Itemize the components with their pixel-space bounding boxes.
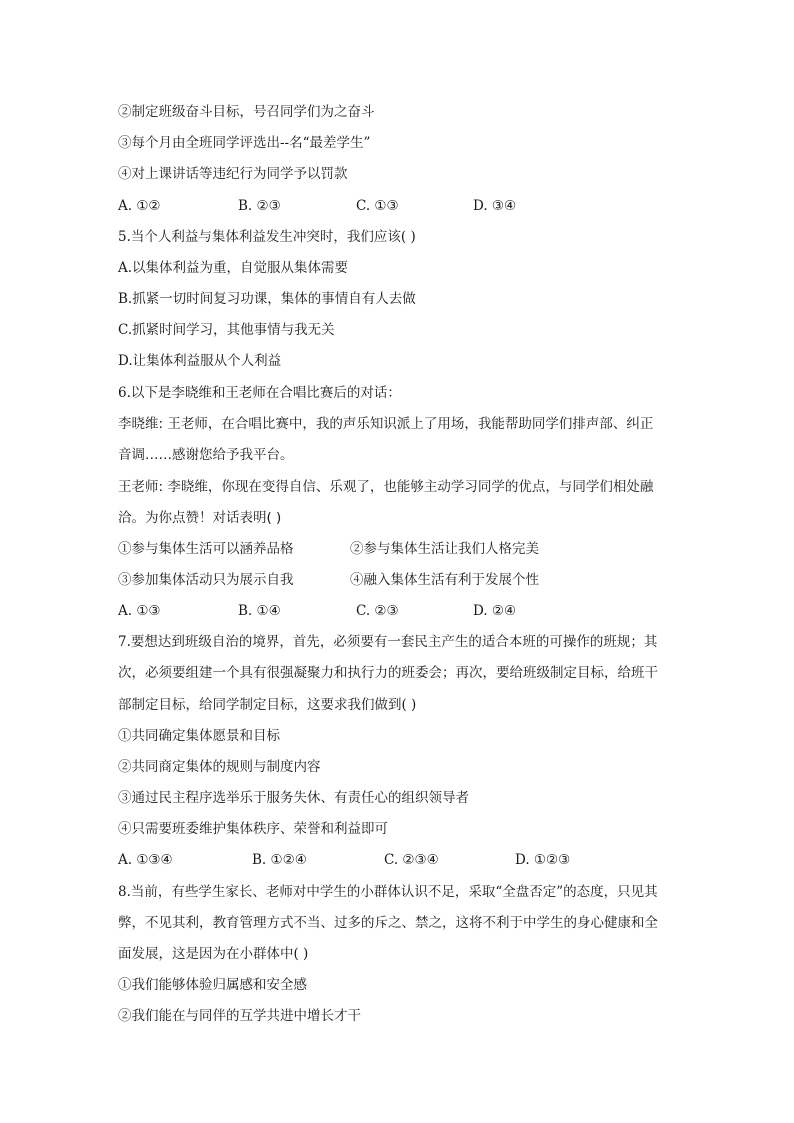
q7-statement-2: ②共同商定集体的规则与制度内容 bbox=[118, 759, 321, 775]
q5-option-c: C.抓紧时间学习，其他事情与我无关 bbox=[118, 322, 335, 338]
q6-statements-row-1 bbox=[118, 539, 698, 559]
q6-stem: 6.以下是李晓维和王老师在合唱比赛后的对话： bbox=[118, 385, 401, 401]
q7-options bbox=[118, 850, 698, 870]
q6-option-d: D. ②④ bbox=[473, 603, 517, 619]
q4-statement-3: ③每个月由全班同学评选出--名“最差学生” bbox=[118, 135, 371, 151]
q8-statement-2: ②我们能在与同伴的互学共进中增长才干 bbox=[118, 1008, 361, 1024]
q6-wang-line-2: 洽。为你点赞！对话表明( ) bbox=[118, 510, 282, 526]
q7-stem-line-1: 7.要想达到班级自治的境界，首先，必须要有一套民主产生的适合本班的可操作的班规；其 bbox=[118, 634, 658, 650]
q6-options bbox=[118, 601, 698, 621]
q4-option-a: A. ①② bbox=[118, 198, 161, 214]
q4-option-c: C. ①③ bbox=[356, 198, 399, 214]
q7-stem-line-2: 次，必须要组建一个具有很强凝聚力和执行力的班委会；再次，要给班级制定目标，给班干 bbox=[118, 665, 658, 681]
q7-option-d: D. ①②③ bbox=[515, 852, 571, 868]
q6-statement-1: ①参与集体生活可以涵养品格 bbox=[118, 541, 294, 557]
q8-stem-line-2: 弊，不见其利，教育管理方式不当、过多的斥之、禁之，这将不利于中学生的身心健康和全 bbox=[118, 915, 658, 931]
q4-options bbox=[118, 196, 698, 216]
q8-statement-1: ①我们能够体验归属感和安全感 bbox=[118, 977, 307, 993]
q7-statement-1: ①共同确定集体愿景和目标 bbox=[118, 728, 280, 744]
q6-li-line-1: 李晓维: 王老师，在合唱比赛中，我的声乐知识派上了用场，我能帮助同学们排声部、纠正 bbox=[118, 416, 654, 432]
q6-statement-4: ④融入集体生活有利于发展个性 bbox=[350, 572, 539, 588]
q7-option-b: B. ①②④ bbox=[252, 852, 307, 868]
q6-option-c: C. ②③ bbox=[356, 603, 399, 619]
q4-option-d: D. ③④ bbox=[473, 198, 517, 214]
q6-statements-row-2 bbox=[118, 570, 698, 590]
q6-wang-line-1: 王老师: 李晓维，你现在变得自信、乐观了，也能够主动学习同学的优点，与同学们相处融 bbox=[118, 479, 654, 495]
q6-option-a: A. ①③ bbox=[118, 603, 161, 619]
q6-li-line-2: 音调……感谢您给予我平台。 bbox=[118, 447, 294, 463]
q5-option-b: B.抓紧一切时间复习功课，集体的事情自有人去做 bbox=[118, 291, 416, 307]
q7-option-a: A. ①③④ bbox=[118, 852, 173, 868]
q7-statement-4: ④只需要班委维护集体秩序、荣誉和利益即可 bbox=[118, 821, 388, 837]
q8-stem-line-1: 8.当前，有些学生家长、老师对中学生的小群体认识不足，采取“全盘否定”的态度，只见其 bbox=[118, 884, 658, 900]
q7-statement-3: ③通过民主程序选举乐于服务失休、有责任心的组织领导者 bbox=[118, 790, 469, 806]
q4-statement-4: ④对上课讲话等违纪行为同学予以罚款 bbox=[118, 166, 348, 182]
q8-stem-line-3: 面发展，这是因为在小群体中( ) bbox=[118, 946, 309, 962]
q7-option-c: C. ②③④ bbox=[384, 852, 439, 868]
q5-option-a: A.以集体利益为重，自觉服从集体需要 bbox=[118, 260, 349, 276]
q4-option-b: B. ②③ bbox=[238, 198, 281, 214]
q7-stem-line-3: 部制定目标，给同学制定目标，这要求我们做到( ) bbox=[118, 697, 417, 713]
q6-option-b: B. ①④ bbox=[238, 603, 281, 619]
q5-stem: 5.当个人利益与集体利益发生冲突时，我们应该( ) bbox=[118, 229, 416, 245]
q5-option-d: D.让集体利益服从个人利益 bbox=[118, 353, 282, 369]
q4-statement-2: ②制定班级奋斗目标，号召同学们为之奋斗 bbox=[118, 104, 375, 120]
q6-statement-3: ③参加集体活动只为展示自我 bbox=[118, 572, 294, 588]
q6-statement-2: ②参与集体生活让我们人格完美 bbox=[350, 541, 539, 557]
